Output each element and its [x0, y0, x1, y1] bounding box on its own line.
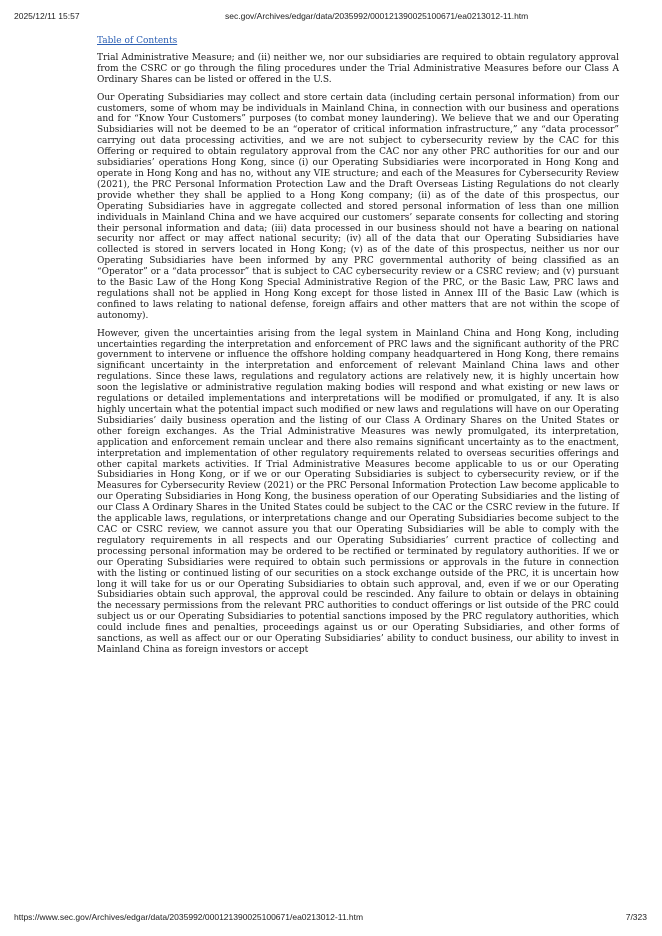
paragraph-3: However, given the uncertainties arising from the legal system in Mainland China and Hong Kong, including uncertainties regarding the interpretation and enforcement of PRC laws and the significant authority of the PRC government to intervene or influence the offshore holding company headquartered in Hong Kong, there remains significant uncertainty in the interpretation and enforcement of relevant Mainland China laws and other regulations. Since these laws, regulations and regulatory actions are relatively new, it is highly uncertain how soon the legislative or administrative regulation making bodies will respond and what existing or new laws or regulations or detailed implementations and interpretations will be modified or promulgated, if any. It is also highly uncertain what the potential impact such modified or new laws and regulations will have on our Operating Subsidiaries’ daily business operation and the listing of our Class A Ordinary Shares on the United States or other foreign exchanges. As the Trial Administrative Measures was newly promulgated, its interpretation, application and enforcement remain unclear and there also remains significant uncertainty as to the enactment, interpretation and implementation of other regulatory requirements related to overseas securities offerings and other capital markets activities. If Trial Administrative Measures become applicable to us or our Operating Subsidiaries in Hong Kong, or if we or our Operating Subsidiaries is subject to cybersecurity review, or if the Measures for Cybersecurity Review (2021) or the PRC Personal Information Protection Law become applicable to our Operating Subsidiaries in Hong Kong, the business operation of our Operating Subsidiaries and the listing of our Class A Ordinary Shares in the United States could be subject to the CAC or the CSRC review in the future. If the applicable laws, regulations, or interpretations change and our Operating Subsidiaries become subject to the CAC or CSRC review, we cannot assure you that our Operating Subsidiaries will be able to comply with the regulatory requirements in all respects and our Operating Subsidiaries’ current practice of collecting and processing personal information may be ordered to be rectified or terminated by regulatory authorities. If we or our Operating Subsidiaries were required to obtain such permissions or approvals in the future in connection with the listing or continued listing of our securities on a stock exchange outside of the PRC, it is uncertain how long it will take for us or our Operating Subsidiaries to obtain such approval, and, even if we or our Operating Subsidiaries obtain such approval, the approval could be rescinded. Any failure to obtain or delays in obtaining the necessary permissions from the relevant PRC authorities to conduct offerings or list outside of the PRC could subject us or our Operating Subsidiaries to potential sanctions imposed by the PRC regulatory authorities, which could include fines and penalties, proceedings against us or our Operating Subsidiaries, and other forms of sanctions, as well as affect our or our Operating Subsidiaries’ ability to conduct business, our ability to invest in Mainland China as foreign investors or accept	[97, 328, 619, 655]
print-header	[0, 11, 662, 23]
document-page	[97, 36, 619, 663]
print-footer	[0, 912, 662, 924]
paragraph-2: Our Operating Subsidiaries may collect and store certain data (including certain personal information) from our customers, some of whom may be individuals in Mainland China, in connection with our business and operations and for “Know Your Customers” purposes (to combat money laundering). We believe that we and our Operating Subsidiaries will not be deemed to be an “operator of critical information infrastructure,” any “data processor” carrying out data processing activities, and we are not subject to cybersecurity review by the CAC for this Offering or required to obtain regulatory approval from the CAC nor any other PRC authorities for our and our subsidiaries’ operations Hong Kong, since (i) our Operating Subsidiaries were incorporated in Hong Kong and operate in Hong Kong and has no, without any VIE structure; and each of the Measures for Cybersecurity Review (2021), the PRC Personal Information Protection Law and the Draft Overseas Listing Regulations do not clearly provide whether they shall be applied to a Hong Kong company; (ii) as of the date of this prospectus, our Operating Subsidiaries have in aggregate collected and stored personal information of less than one million individuals in Mainland China and we have acquired our customers’ separate consents for collecting and storing their personal information and data; (iii) data processed in our business should not have a bearing on national security nor affect or may affect national security; (iv) all of the data that our Operating Subsidiaries have collected is stored in servers located in Hong Kong; (v) as of the date of this prospectus, neither us nor our Operating Subsidiaries have been informed by any PRC governmental authority of being classified as an “Operator” or a “data processor” that is subject to CAC cybersecurity review or a CSRC review; and (v) pursuant to the Basic Law of the Hong Kong Special Administrative Region of the PRC, or the Basic Law, PRC laws and regulations shall not be applied in Hong Kong except for those listed in Annex III of the Basic Law (which is confined to laws relating to national defense, foreign affairs and other matters that are not within the scope of autonomy).	[97, 92, 619, 321]
print-url: https://www.sec.gov/Archives/edgar/data/2035992/000121390025100671/ea0213012-11.htm	[14, 912, 364, 922]
table-of-contents-link[interactable]: Table of Contents	[97, 36, 178, 46]
print-datetime: 2025/12/11 15:57	[14, 11, 80, 21]
print-document-path: sec.gov/Archives/edgar/data/2035992/000121390025100671/ea0213012-11.htm	[225, 11, 529, 21]
paragraph-1: Trial Administrative Measure; and (ii) neither we, nor our subsidiaries are required to obtain regulatory approval from the CSRC or go through the filing procedures under the Trial Administrative Measures before our Class A Ordinary Shares can be listed or offered in the U.S.	[97, 52, 619, 85]
page-number: 7/323	[625, 912, 647, 922]
